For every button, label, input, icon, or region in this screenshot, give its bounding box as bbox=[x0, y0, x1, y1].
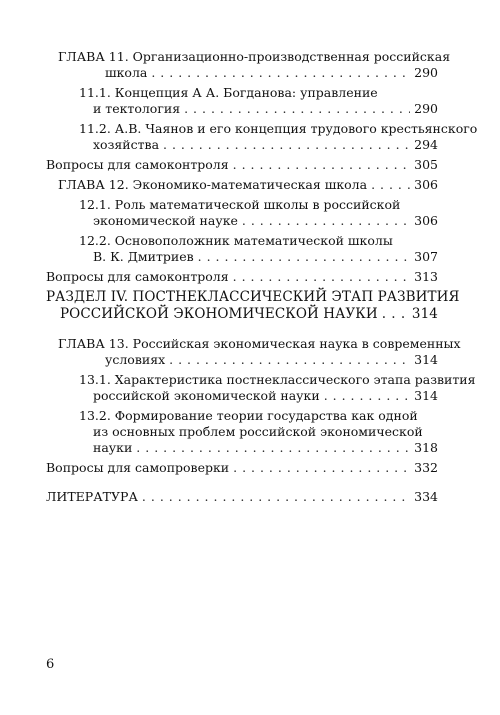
dot-leader bbox=[233, 269, 411, 285]
toc-entry-part-4[interactable] bbox=[46, 289, 460, 323]
toc-entry-chapter-13[interactable] bbox=[46, 336, 461, 368]
toc-entry-title: 12.2. Основоположник математической школы bbox=[79, 233, 393, 248]
toc-entry-title-continued: из основных проблем российской экономической bbox=[93, 424, 423, 439]
toc-entry-section-11-1[interactable] bbox=[46, 85, 438, 117]
dot-leader bbox=[169, 352, 410, 368]
toc-entry-title-continued: В. К. Дмитриев bbox=[93, 249, 194, 264]
toc-entry-self-check-11[interactable] bbox=[46, 157, 438, 173]
toc-entry-title-continued: РОССИЙСКОЙ ЭКОНОМИЧЕСКОЙ НАУКИ bbox=[60, 306, 378, 322]
dot-leader bbox=[142, 489, 410, 505]
toc-entry-title: ЛИТЕРАТУРА bbox=[46, 489, 138, 504]
toc-entry-title-continued: школа bbox=[105, 65, 148, 80]
dot-leader bbox=[382, 306, 408, 323]
toc-page-number: 306 bbox=[414, 213, 438, 228]
toc-page-number: 305 bbox=[414, 157, 438, 172]
toc-entry-title-continued: науки bbox=[93, 440, 133, 455]
toc-entry-title: Вопросы для самоконтроля bbox=[46, 269, 229, 284]
toc-page-number: 290 bbox=[414, 101, 438, 116]
toc-entry-title: ГЛАВА 11. Организационно-производственная российская bbox=[58, 49, 451, 64]
toc-page-number: 314 bbox=[411, 306, 438, 322]
toc-entry-section-13-1[interactable] bbox=[46, 372, 476, 404]
toc-entry-title-continued: российской экономической науки bbox=[93, 388, 320, 403]
toc-entry-title: 13.2. Формирование теории государства как одной bbox=[79, 408, 418, 423]
toc-entry-chapter-11[interactable] bbox=[46, 49, 451, 81]
dot-leader bbox=[233, 460, 410, 476]
toc-entry-title-continued: условиях bbox=[105, 352, 166, 367]
dot-leader bbox=[163, 137, 410, 153]
toc-entry-title: 13.1. Характеристика постнеклассического этапа развития bbox=[79, 372, 476, 387]
toc-entry-title: Вопросы для самопроверки bbox=[46, 460, 230, 475]
toc-entry-title: Вопросы для самоконтроля bbox=[46, 157, 229, 172]
toc-entry-section-12-2[interactable] bbox=[46, 233, 438, 265]
toc-page-number: 313 bbox=[414, 269, 438, 284]
dot-leader bbox=[324, 388, 410, 404]
toc-entry-section-12-1[interactable] bbox=[46, 197, 438, 229]
page-number: 6 bbox=[46, 657, 55, 672]
toc-page-number: 307 bbox=[414, 249, 438, 264]
toc-page-number: 314 bbox=[414, 352, 438, 367]
dot-leader bbox=[136, 440, 410, 456]
toc-entry-section-13-2[interactable] bbox=[46, 408, 438, 456]
toc-page-number: 334 bbox=[414, 489, 438, 504]
dot-leader bbox=[151, 65, 410, 81]
toc-page-number: 290 bbox=[414, 65, 438, 80]
dot-leader bbox=[242, 213, 410, 229]
toc-entry-self-check-12[interactable] bbox=[46, 269, 438, 285]
dot-leader bbox=[233, 157, 411, 173]
toc-entry-literature[interactable] bbox=[46, 489, 438, 505]
toc-page-number: 306 bbox=[414, 177, 438, 192]
dot-leader bbox=[371, 177, 410, 193]
toc-page-number: 318 bbox=[414, 440, 438, 455]
toc-entry-section-11-2[interactable] bbox=[46, 121, 478, 153]
toc-entry-title: ГЛАВА 12. Экономико-математическая школа bbox=[58, 177, 368, 192]
toc-entry-self-check-13[interactable] bbox=[46, 460, 438, 476]
toc-entry-chapter-12[interactable] bbox=[46, 177, 438, 193]
toc-entry-title-continued: экономической науке bbox=[93, 213, 238, 228]
toc-entry-title: 11.2. А.В. Чаянов и его концепция трудового крестьянского bbox=[79, 121, 478, 136]
toc-page-number: 294 bbox=[414, 137, 438, 152]
dot-leader bbox=[198, 249, 410, 265]
toc-page-number: 314 bbox=[414, 388, 438, 403]
toc-entry-title: 11.1. Концепция А А. Богданова: управление bbox=[79, 85, 378, 100]
toc-entry-title: 12.1. Роль математической школы в российской bbox=[79, 197, 401, 212]
toc-entry-title-continued: хозяйства bbox=[93, 137, 160, 152]
dot-leader bbox=[184, 101, 410, 117]
toc-page-number: 332 bbox=[414, 460, 438, 475]
toc-entry-title: РАЗДЕЛ IV. ПОСТНЕКЛАССИЧЕСКИЙ ЭТАП РАЗВИТИЯ bbox=[46, 289, 460, 305]
toc-entry-title-continued: и тектология bbox=[93, 101, 181, 116]
table-of-contents bbox=[46, 49, 478, 505]
toc-entry-title: ГЛАВА 13. Российская экономическая наука в современных bbox=[58, 336, 461, 351]
